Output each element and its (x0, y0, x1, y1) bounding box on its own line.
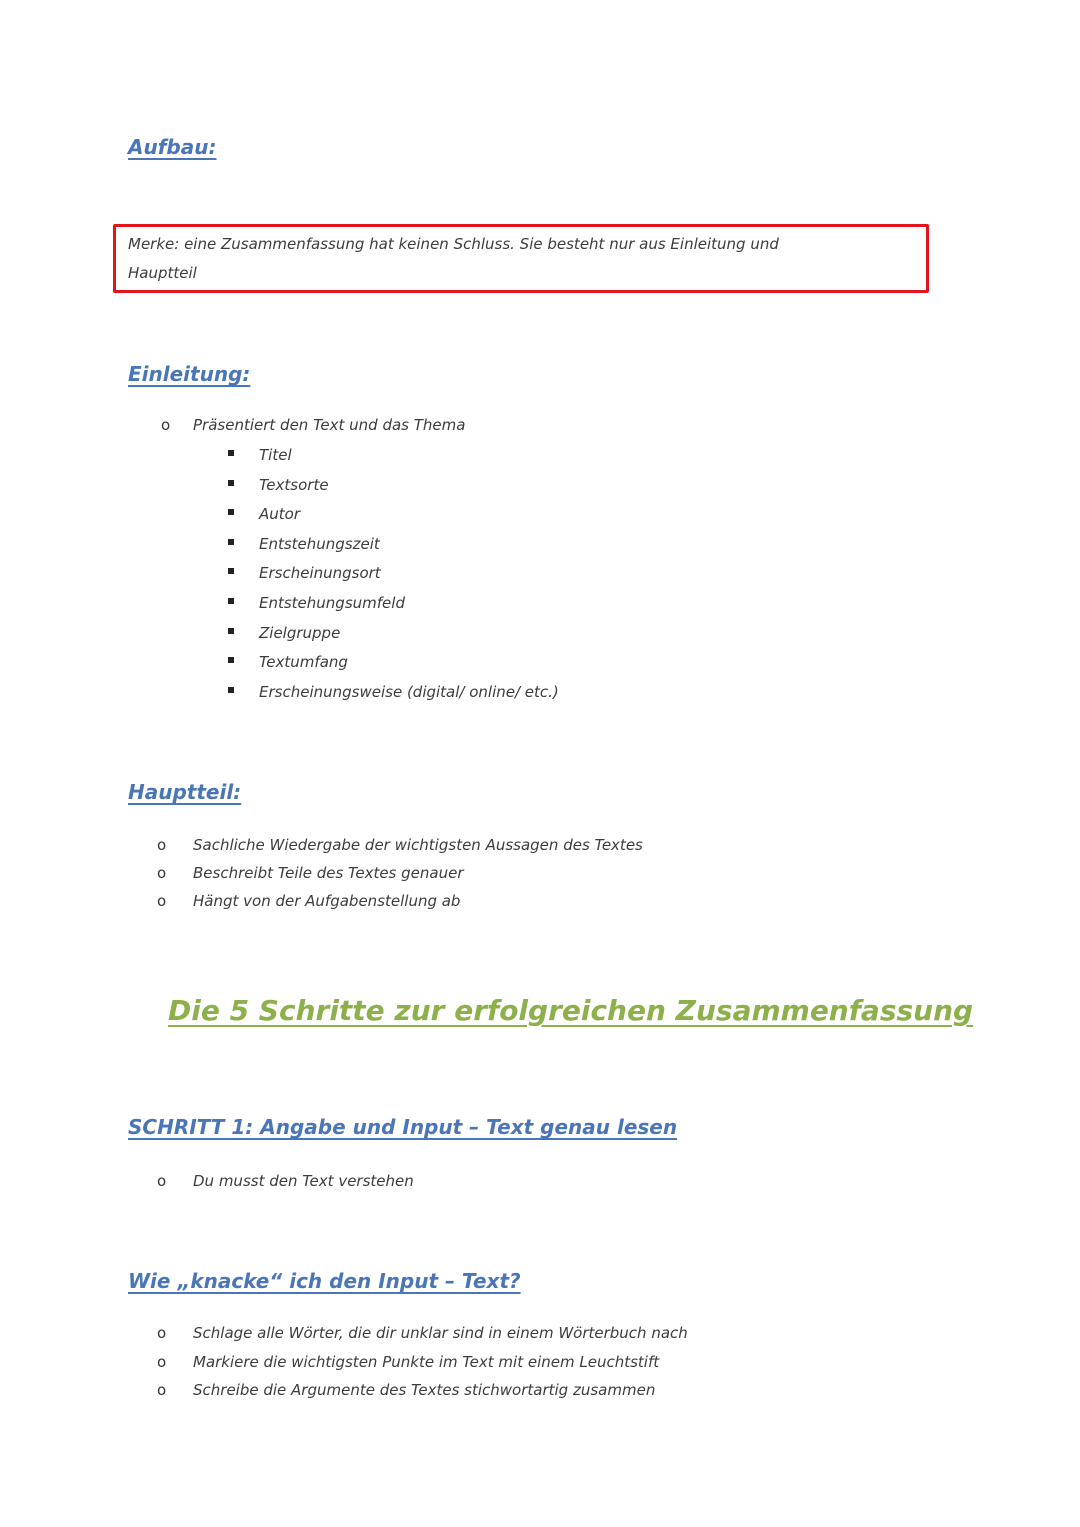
list-item: Hängt von der Aufgabenstellung ab (193, 892, 461, 910)
circle-bullet-icon: o (157, 1172, 167, 1190)
heading-input-knacken: Wie „knacke“ ich den Input – Text? (128, 1269, 521, 1293)
merke-line-1: Merke: eine Zusammenfassung hat keinen Schluss. Sie besteht nur aus Einleitung und (128, 235, 779, 253)
heading-aufbau: Aufbau: (128, 135, 217, 159)
sub-list-item: Entstehungszeit (259, 534, 380, 553)
square-bullet-icon (228, 687, 234, 693)
list-item: Markiere die wichtigsten Punkte im Text mit einem Leuchtstift (193, 1353, 660, 1371)
heading-hauptteil: Hauptteil: (128, 780, 242, 804)
sub-list-item: Textumfang (259, 653, 348, 672)
circle-bullet-icon: o (157, 1381, 167, 1399)
sub-list-item: Textsorte (259, 475, 329, 494)
circle-bullet-icon: o (157, 864, 167, 882)
circle-bullet-icon: o (157, 836, 167, 854)
list-item: Beschreibt Teile des Textes genauer (193, 864, 464, 882)
list-item: Schlage alle Wörter, die dir unklar sind in einem Wörterbuch nach (193, 1324, 688, 1342)
square-bullet-icon (228, 657, 234, 663)
square-bullet-icon (228, 450, 234, 456)
circle-bullet-icon: o (157, 1353, 167, 1371)
list-item: Präsentiert den Text und das Thema (193, 416, 466, 434)
square-bullet-icon (228, 480, 234, 486)
sub-list-item: Erscheinungsweise (digital/ online/ etc.) (259, 682, 559, 701)
heading-einleitung: Einleitung: (128, 362, 251, 386)
page-title: Die 5 Schritte zur erfolgreichen Zusammenfassung (168, 994, 974, 1027)
circle-bullet-icon: o (161, 416, 171, 434)
square-bullet-icon (228, 568, 234, 574)
heading-schritt-1: SCHRITT 1: Angabe und Input – Text genau lesen (128, 1115, 678, 1139)
circle-bullet-icon: o (157, 1324, 167, 1342)
list-item: Sachliche Wiedergabe der wichtigsten Aussagen des Textes (193, 836, 643, 854)
sub-list-item: Zielgruppe (259, 623, 341, 642)
sub-list-item: Entstehungsumfeld (259, 594, 405, 612)
circle-bullet-icon: o (157, 892, 167, 910)
list-item: Schreibe die Argumente des Textes stichwortartig zusammen (193, 1381, 656, 1399)
list-item: Du musst den Text verstehen (193, 1172, 414, 1190)
sub-list-item: Autor (259, 505, 300, 524)
square-bullet-icon (228, 598, 234, 604)
sub-list-item: Erscheinungsort (259, 564, 381, 583)
merke-line-2: Hauptteil (128, 264, 197, 282)
square-bullet-icon (228, 628, 234, 634)
square-bullet-icon (228, 539, 234, 545)
square-bullet-icon (228, 509, 234, 515)
sub-list-item: Titel (259, 446, 292, 464)
